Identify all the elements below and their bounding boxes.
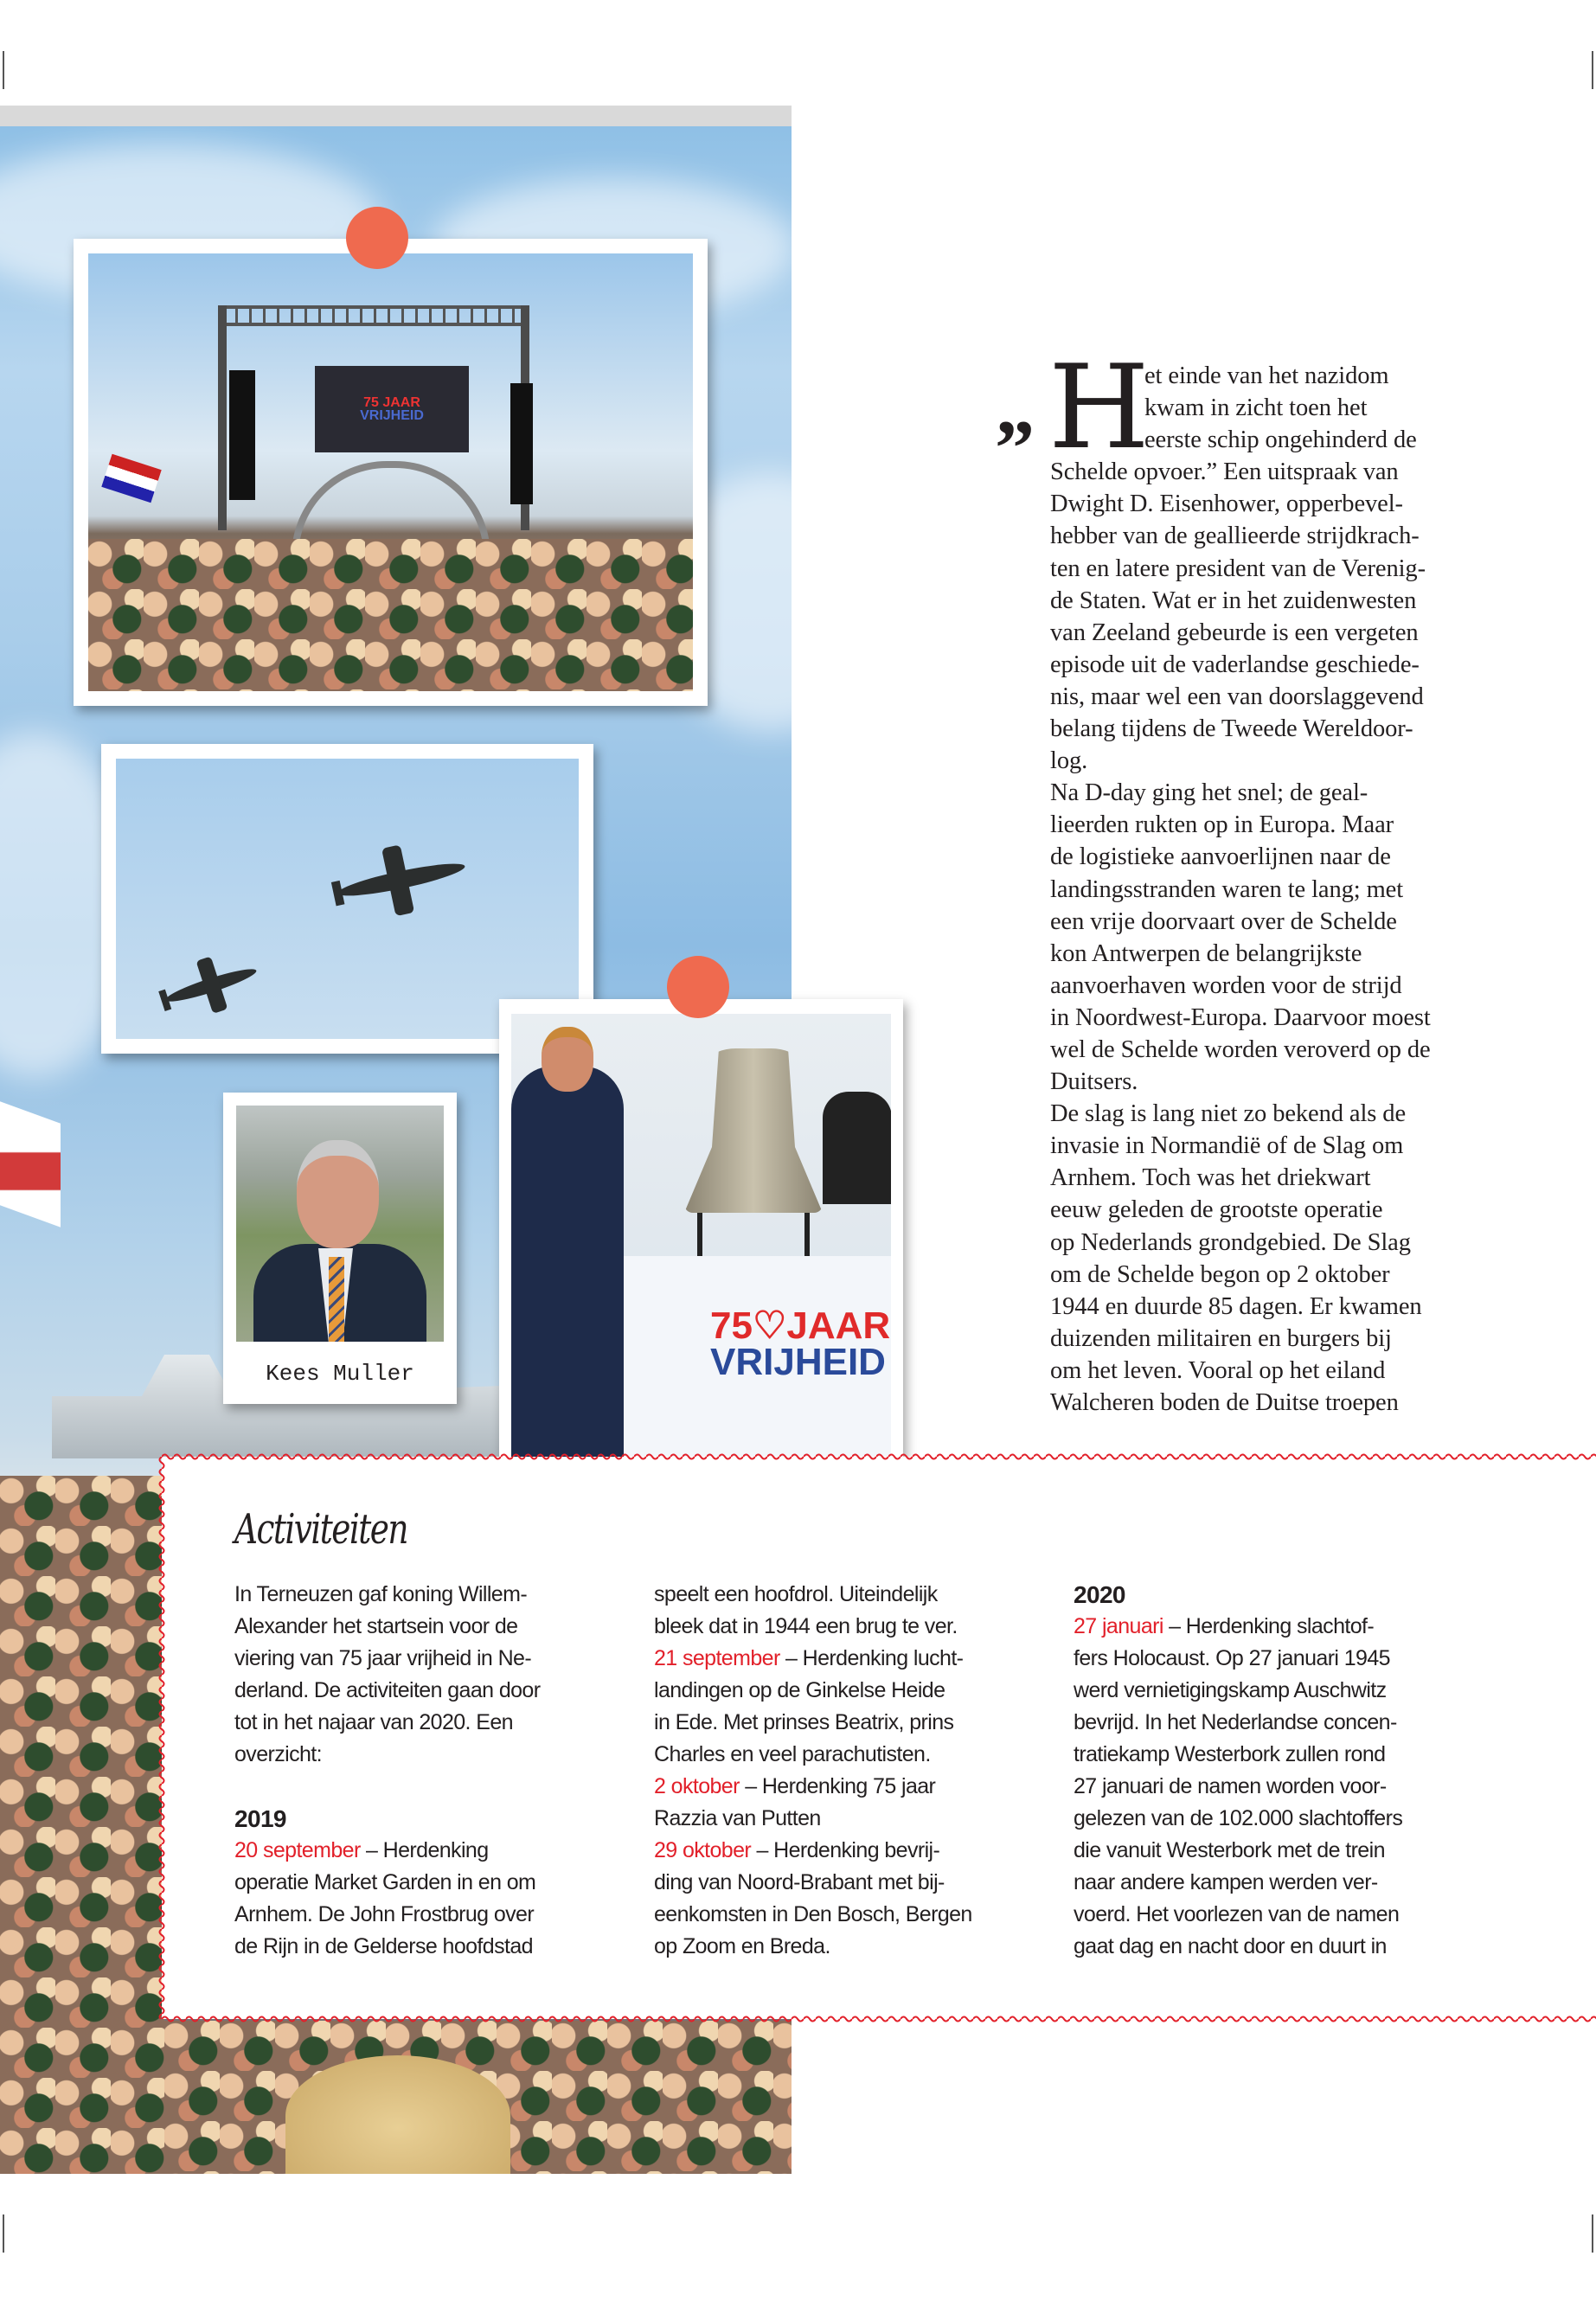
- activity-line: [1074, 1707, 1480, 1739]
- article-line: wel de Schelde worden veroverd op de: [1050, 1035, 1431, 1063]
- logo-text: 75: [363, 394, 379, 410]
- stage-screen: [315, 366, 469, 452]
- king-suit: [511, 1066, 624, 1458]
- activity-text: bleek dat in 1944 een brug te ver.: [654, 1614, 958, 1638]
- crop-mark: [1592, 2214, 1593, 2253]
- straw-hat: [285, 2055, 510, 2174]
- article-line: landingsstranden waren te lang; met: [1050, 875, 1404, 903]
- activity-line: [234, 1675, 641, 1707]
- activity-text: bevrijd. In het Nederlandse concen-: [1074, 1710, 1397, 1734]
- article-line: van Zeeland gebeurde is een vergeten: [1050, 619, 1419, 646]
- activity-text: viering van 75 jaar vrijheid in Ne-: [234, 1646, 532, 1670]
- activity-line: [234, 1611, 641, 1643]
- activity-line: [234, 1931, 641, 1963]
- article-line: in Noordwest-Europa. Daarvoor moest: [1050, 1003, 1431, 1031]
- face: [542, 1027, 593, 1092]
- activity-line: [1074, 1739, 1480, 1771]
- activity-line: [1074, 1611, 1480, 1643]
- activity-text: eenkomsten in Den Bosch, Bergen: [654, 1902, 972, 1926]
- activity-line: [1074, 1931, 1480, 1963]
- activities-box: [162, 1457, 1596, 2019]
- logo-text: VRIJHEID: [360, 408, 424, 423]
- quote-mark: ”: [995, 404, 1035, 492]
- crowd: [88, 539, 693, 691]
- truss: [218, 305, 529, 326]
- activity-text: op Zoom en Breda.: [654, 1934, 830, 1958]
- year-heading: 2020: [1074, 1581, 1125, 1608]
- activity-line: [1074, 1867, 1480, 1899]
- activity-date: 2 oktober: [654, 1774, 740, 1798]
- activity-line: [654, 1611, 1061, 1643]
- article-line: op Nederlands grondgebied. De Slag: [1050, 1228, 1411, 1256]
- article-line: Walcheren boden de Duitse troepen: [1050, 1389, 1399, 1416]
- activity-text: Arnhem. De John Frostbrug over: [234, 1902, 535, 1926]
- year-heading: 2019: [234, 1805, 286, 1832]
- activity-line: [234, 1867, 641, 1899]
- plane-icon: [153, 945, 265, 1028]
- pin-dot: [667, 956, 729, 1018]
- activity-text: ding van Noord-Brabant met bij-: [654, 1870, 945, 1894]
- article-line: eeuw geleden de grootste operatie: [1050, 1196, 1383, 1224]
- crowd: [0, 1476, 164, 2174]
- activity-text: tot in het najaar van 2020. Een: [234, 1710, 513, 1734]
- activity-line: [654, 1579, 1061, 1611]
- article-line: episode uit de vaderlandse geschiede-: [1050, 651, 1420, 678]
- activities-column-2: [654, 1579, 1061, 1963]
- activity-line: [654, 1835, 1061, 1867]
- activity-text: 27 januari de namen worden voor-: [1074, 1774, 1387, 1798]
- activity-text: werd vernietigingskamp Auschwitz: [1074, 1678, 1387, 1702]
- header-gray-bar: [0, 106, 792, 126]
- article-line: lieerden rukten op in Europa. Maar: [1050, 811, 1394, 839]
- person: [823, 1092, 891, 1204]
- article-line: een vrije doorvaart over de Schelde: [1050, 907, 1397, 935]
- activity-text: – Herdenking: [360, 1838, 489, 1862]
- activity-line: [654, 1803, 1061, 1835]
- activity-line: [654, 1899, 1061, 1931]
- activity-line: [234, 1579, 641, 1611]
- flag: [0, 1101, 61, 1227]
- podium: 75♡JAAR VRIJHEID: [624, 1256, 891, 1458]
- wavy-border-left: [157, 1457, 167, 2019]
- activity-line: [1074, 1803, 1480, 1835]
- article-line: De slag is lang niet zo bekend als de: [1050, 1100, 1407, 1128]
- article-line: Arnhem. Toch was het driekwart: [1050, 1164, 1371, 1192]
- face: [297, 1140, 379, 1248]
- article-line: et einde van het nazidom: [1144, 362, 1389, 389]
- activity-line: [1074, 1771, 1480, 1803]
- article-line: Duitsers.: [1050, 1068, 1138, 1096]
- article-line: duizenden militairen en burgers bij: [1050, 1324, 1392, 1352]
- article-line: 1944 en duurde 85 dagen. Er kwamen: [1050, 1292, 1422, 1320]
- crop-mark: [3, 51, 4, 89]
- activity-text: gaat dag en nacht door en duurt in: [1074, 1934, 1387, 1958]
- activity-text: Razzia van Putten: [654, 1806, 821, 1830]
- activity-date: 27 januari: [1074, 1614, 1163, 1638]
- planes-illustration: [116, 759, 579, 1039]
- activity-text: gelezen van de 102.000 slachtoffers: [1074, 1806, 1403, 1830]
- activity-line: [654, 1771, 1061, 1803]
- article-line: Dwight D. Eisenhower, opperbevel-: [1050, 490, 1403, 518]
- activity-line: [654, 1931, 1061, 1963]
- article-line: Na D-day ging het snel; de geal-: [1050, 779, 1368, 807]
- logo-text: JAAR: [382, 394, 420, 410]
- activity-text: de Rijn in de Gelderse hoofdstad: [234, 1934, 533, 1958]
- activity-line: [654, 1707, 1061, 1739]
- activities-column-1: [234, 1579, 641, 1963]
- bell: [684, 1048, 823, 1213]
- activity-date: 20 september: [234, 1838, 361, 1862]
- article-line: de logistieke aanvoerlijnen naar de: [1050, 843, 1391, 871]
- activity-line: [234, 1643, 641, 1675]
- activity-line: [1074, 1835, 1480, 1867]
- activity-line: [234, 1835, 641, 1867]
- speaker: [229, 370, 255, 500]
- activity-text: landingen op de Ginkelse Heide: [654, 1678, 945, 1702]
- activity-text: Alexander het startsein voor de: [234, 1614, 518, 1638]
- drop-cap: H: [1048, 340, 1150, 475]
- activity-line: [654, 1643, 1061, 1675]
- wavy-border-top: [162, 1452, 1596, 1462]
- article-line: kwam in zicht toen het: [1144, 394, 1368, 422]
- activity-text: – Herdenking lucht-: [779, 1646, 964, 1670]
- activity-line: [234, 1707, 641, 1739]
- article-line: hebber van de geallieerde strijdkrach-: [1050, 522, 1420, 550]
- activity-line: [654, 1675, 1061, 1707]
- speaker: [510, 383, 533, 504]
- article-line: de Staten. Wat er in het zuidenwesten: [1050, 586, 1417, 614]
- article-line: kon Antwerpen de belangrijkste: [1050, 939, 1362, 967]
- activity-text: – Herdenking bevrij-: [751, 1838, 940, 1862]
- activity-text: operatie Market Garden in en om: [234, 1870, 536, 1894]
- article-line: belang tijdens de Tweede Wereldoor-: [1050, 715, 1413, 743]
- logo-text: JAAR: [786, 1304, 891, 1347]
- activity-line: [1074, 1675, 1480, 1707]
- photo-kees-muller: [223, 1093, 457, 1404]
- article-line: aanvoerhaven worden voor de strijd: [1050, 971, 1402, 999]
- article-line: log.: [1050, 747, 1088, 775]
- photo-caption: Kees Muller: [266, 1361, 414, 1387]
- activity-text: Charles en veel parachutisten.: [654, 1742, 931, 1766]
- activity-text: die vanuit Westerbork met de trein: [1074, 1838, 1385, 1862]
- activity-text: tratiekamp Westerbork zullen rond: [1074, 1742, 1386, 1766]
- activity-text: speelt een hoofdrol. Uiteindelijk: [654, 1582, 938, 1606]
- crop-mark: [1592, 51, 1593, 89]
- activity-text: derland. De activiteiten gaan door: [234, 1678, 541, 1702]
- activity-text: naar andere kampen werden ver-: [1074, 1870, 1378, 1894]
- activity-line: [654, 1739, 1061, 1771]
- activities-title: Activiteiten: [234, 1505, 407, 1554]
- activity-text: voerd. Het voorlezen van de namen: [1074, 1902, 1400, 1926]
- photo-stage-crowd: [74, 239, 708, 706]
- article-line: om de Schelde begon op 2 oktober: [1050, 1260, 1390, 1288]
- article-line: Schelde opvoer.” Een uitspraak van: [1050, 458, 1399, 486]
- article-line: om het leven. Vooral op het eiland: [1050, 1356, 1386, 1384]
- activities-column-3: [1074, 1579, 1480, 1963]
- activity-text: – Herdenking slachtof-: [1163, 1614, 1375, 1638]
- photo-bell-king: [499, 999, 903, 1458]
- article-line: invasie in Normandië of de Slag om: [1050, 1132, 1404, 1160]
- article-line: nis, maar wel een van doorslaggevend: [1050, 683, 1424, 710]
- article-body: [1050, 360, 1483, 1419]
- plane-icon: [326, 832, 471, 927]
- activity-line: [234, 1739, 641, 1771]
- logo-text: 75: [710, 1304, 753, 1347]
- activity-line: [1074, 1899, 1480, 1931]
- activity-text: – Herdenking 75 jaar: [739, 1774, 936, 1798]
- activity-text: overzicht:: [234, 1742, 322, 1766]
- crop-mark: [3, 2214, 4, 2253]
- article-line: eerste schip ongehinderd de: [1144, 426, 1417, 454]
- activity-text: in Ede. Met prinses Beatrix, prins: [654, 1710, 954, 1734]
- flag: [101, 454, 161, 503]
- tie: [329, 1257, 344, 1342]
- activity-line: [1074, 1643, 1480, 1675]
- pin-dot: [346, 207, 408, 269]
- logo-text: VRIJHEID: [710, 1340, 886, 1383]
- activity-text: fers Holocaust. Op 27 januari 1945: [1074, 1646, 1390, 1670]
- activity-line: [654, 1867, 1061, 1899]
- activity-text: In Terneuzen gaf koning Willem-: [234, 1582, 528, 1606]
- activity-date: 29 oktober: [654, 1838, 752, 1862]
- activity-line: [234, 1899, 641, 1931]
- wavy-border-bottom: [162, 2014, 1596, 2024]
- article-line: ten en latere president van de Verenig-: [1050, 554, 1426, 582]
- activity-date: 21 september: [654, 1646, 780, 1670]
